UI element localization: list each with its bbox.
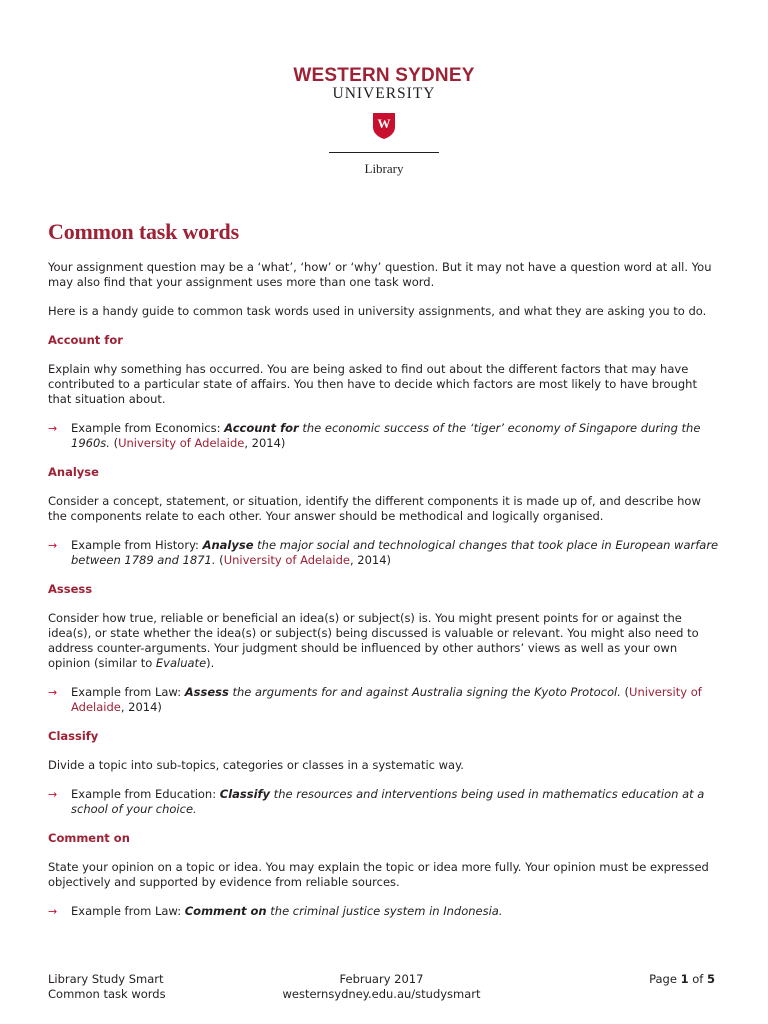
section-heading-comment-on: Comment on xyxy=(48,831,130,845)
citation-link[interactable]: University of Adelaide xyxy=(118,436,245,450)
footer-series: Library Study Smart xyxy=(48,972,164,986)
page-label: Page xyxy=(649,972,681,986)
citation-close: , 2014) xyxy=(349,553,392,567)
example-task-word: Account for xyxy=(224,421,299,435)
section-heading-assess: Assess xyxy=(48,582,93,596)
example-task-word: Assess xyxy=(184,685,229,699)
example-item xyxy=(48,685,720,715)
example-text: the criminal justice system in Indonesia. xyxy=(266,904,503,918)
arrow-icon: → xyxy=(48,905,58,918)
section-body: Divide a topic into sub-topics, categories or classes in a systematic way. xyxy=(48,758,464,772)
footer-doc-title: Common task words xyxy=(48,987,166,1001)
citation-open: ( xyxy=(620,685,630,699)
logo-university: UNIVERSITY xyxy=(332,85,436,102)
intro-paragraph: Here is a handy guide to common task words used in university assignments, and what they are asking you to do. xyxy=(48,304,707,318)
example-text: the major social and technological changes that took place in European warfare between 1789 and 1871. xyxy=(71,538,719,567)
example-prefix: Example from Law: xyxy=(71,904,185,918)
page-current: 1 xyxy=(680,972,689,986)
body-text: Consider how true, reliable or beneficial an idea(s) or subject(s) is. You might present points for or against the idea(s), or state whether the idea(s) or subject(s) being discussed is valuable or relevant. You might also need to address counter-arguments. Your judgment should be influenced by other authors’ views as well as your own opinion (similar to xyxy=(48,611,699,670)
citation-open: ( xyxy=(215,553,224,567)
example-prefix: Example from Economics: xyxy=(71,421,225,435)
arrow-icon: → xyxy=(48,422,58,435)
body-text-end: ). xyxy=(206,656,215,670)
shield-letter: W xyxy=(377,116,391,131)
shield-icon xyxy=(372,112,396,140)
example-task-word: Classify xyxy=(219,787,271,801)
section-heading-analyse: Analyse xyxy=(48,465,99,479)
page-total: 5 xyxy=(706,972,715,986)
example-text: the resources and interventions being used in mathematics education at a school of your choice. xyxy=(71,787,705,816)
arrow-icon: → xyxy=(48,788,58,801)
citation-open: ( xyxy=(109,436,119,450)
section-body: Explain why something has occurred. You are being asked to find out about the different factors that may have contributed to a particular state of affairs. You then have to decide which factors are most likely to have brought that situation about. xyxy=(48,362,697,406)
page-title: Common task words xyxy=(48,219,239,244)
section-body xyxy=(48,611,720,671)
footer-date: February 2017 xyxy=(339,972,424,986)
page-of: of xyxy=(688,972,707,986)
example-text: the economic success of the ‘tiger’ economy of Singapore during the 1960s. xyxy=(71,421,701,450)
example-item xyxy=(48,421,720,451)
intro-paragraph: Your assignment question may be a ‘what’, ‘how’ or ‘why’ question. But it may not have a question word at all. You may also find that your assignment uses more than one task word. xyxy=(48,260,712,289)
logo-name: WESTERN SYDNEY xyxy=(293,65,475,86)
body-italic-term: Evaluate xyxy=(155,656,207,670)
section-body: State your opinion on a topic or idea. You may explain the topic or idea more fully. Your opinion must be expressed objectively and supported by evidence from reliable sources. xyxy=(48,860,709,889)
page-number xyxy=(649,972,715,987)
footer-url[interactable]: westernsydney.edu.au/studysmart xyxy=(282,987,481,1001)
section-heading-classify: Classify xyxy=(48,729,99,743)
citation-link[interactable]: University of Adelaide xyxy=(223,553,350,567)
example-text: the arguments for and against Australia signing the Kyoto Protocol. xyxy=(228,685,621,699)
arrow-icon: → xyxy=(48,686,58,699)
university-logo xyxy=(0,66,768,177)
logo-library: Library xyxy=(364,161,404,176)
example-prefix: Example from Education: xyxy=(71,787,220,801)
section-heading-account-for: Account for xyxy=(48,333,123,347)
logo-divider xyxy=(329,152,439,153)
example-task-word: Analyse xyxy=(202,538,254,552)
example-item xyxy=(48,904,720,919)
section-body: Consider a concept, statement, or situation, identify the different components it is made up of, and describe how the components relate to each other. Your answer should be methodical and logically organised. xyxy=(48,494,701,523)
footer-center xyxy=(48,972,715,1002)
citation-close: , 2014) xyxy=(244,436,286,450)
citation-close: , 2014) xyxy=(120,700,162,714)
arrow-icon: → xyxy=(48,539,58,552)
example-item xyxy=(48,787,720,817)
example-prefix: Example from Law: xyxy=(71,685,185,699)
example-task-word: Comment on xyxy=(184,904,267,918)
example-prefix: Example from History: xyxy=(71,538,203,552)
document-body xyxy=(48,218,720,933)
citation-link[interactable]: University of Adelaide xyxy=(71,685,702,714)
example-item xyxy=(48,538,720,568)
